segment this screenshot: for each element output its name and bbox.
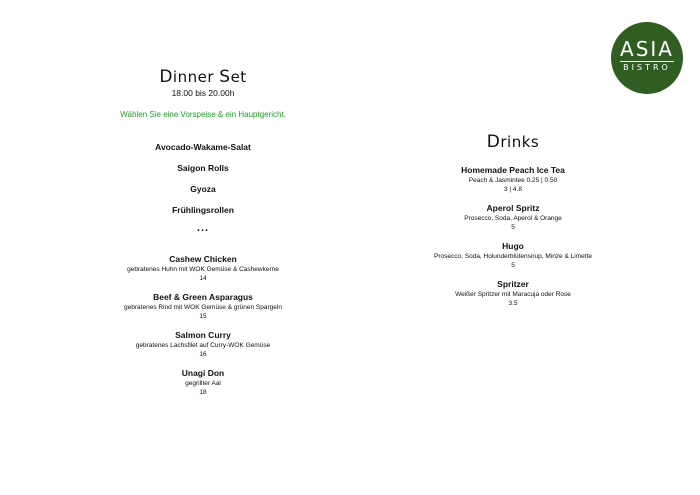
drink-item: [413, 279, 613, 308]
dinner-set-time: 18.00 bis 20.00h: [171, 88, 235, 98]
dish-price: 14: [199, 275, 207, 282]
starter-item: Saigon Rolls: [177, 163, 229, 173]
drink-item: [413, 203, 613, 232]
drink-item: [413, 241, 613, 270]
dish-price: 15: [199, 313, 207, 320]
main-course-item: [103, 292, 303, 321]
drink-price: 3 | 4.8: [504, 186, 522, 193]
separator-dots: ...: [196, 222, 210, 234]
main-course-list: [103, 254, 303, 397]
drinks-title: Drinks: [486, 132, 540, 152]
drink-description: Weißer Spritzer mit Maracuja oder Rose: [455, 291, 571, 298]
dinner-set-note: Wählen Sie eine Vorspeise & ein Hauptgericht.: [120, 110, 286, 119]
dinner-set-title: Dinner Set: [159, 67, 247, 87]
drink-name: Spritzer: [497, 279, 529, 289]
asia-bistro-logo: [611, 22, 683, 94]
drink-name: Hugo: [502, 241, 524, 251]
dish-description: gebratenes Lachsfilet auf Curry-WOK Gemüse: [135, 342, 271, 349]
main-course-item: [103, 330, 303, 359]
main-course-item: [103, 254, 303, 283]
dish-name: Cashew Chicken: [169, 254, 237, 264]
logo-text-bistro: BISTRO: [623, 63, 671, 72]
logo-text-asia: ASIA: [620, 37, 674, 61]
drinks-section: [413, 133, 613, 308]
dish-name: Unagi Don: [181, 368, 225, 378]
drink-price: 3.5: [508, 300, 518, 307]
drink-item: [413, 165, 613, 194]
main-course-item: [103, 368, 303, 397]
starter-list: [103, 142, 303, 216]
dish-description: gebratenes Huhn mit WOK Gemüse & Cashewkerne: [127, 266, 279, 273]
drink-list: [413, 165, 613, 308]
dish-name: Salmon Curry: [175, 330, 231, 340]
starter-item: Avocado-Wakame-Salat: [155, 142, 251, 152]
dish-description: gegrillter Aal: [185, 380, 221, 387]
dish-price: 18: [199, 389, 207, 396]
starter-item: Gyoza: [190, 184, 216, 194]
drink-price: 5: [511, 262, 515, 269]
logo-divider: [620, 61, 674, 62]
drink-description: Prosecco, Soda, Holunderblütensirup, Minze & Limette: [434, 253, 592, 260]
dish-description: gebratenes Rind mit WOK Gemüse & grünen Spargeln: [124, 304, 282, 311]
drink-name: Aperol Spritz: [486, 203, 540, 213]
dish-price: 16: [199, 351, 207, 358]
dinner-set-section: [103, 68, 303, 397]
dish-name: Beef & Green Asparagus: [153, 292, 253, 302]
drink-price: 5: [511, 224, 515, 231]
drink-description: Peach & Jasmintee 0.25 | 0.50: [468, 177, 558, 184]
drink-description: Prosecco, Soda, Aperol & Orange: [464, 215, 562, 222]
drink-name: Homemade Peach Ice Tea: [461, 165, 565, 175]
starter-item: Frühlingsrollen: [172, 205, 234, 215]
